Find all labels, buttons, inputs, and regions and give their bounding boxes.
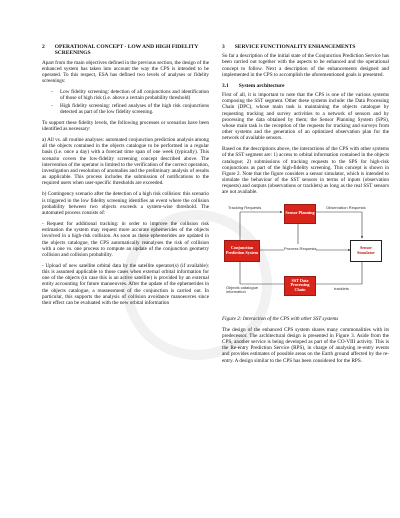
list-item: - High fidelity screening: refined analyses of the high risk conjunctions detected as part of the low fidelity screening. xyxy=(60,103,209,115)
sensor-simulator-box: Sensor Simulator xyxy=(350,240,382,262)
fidelity-list xyxy=(42,89,209,115)
paragraph: To support these fidelity levels, the following processes or scenarios have been identified as necessary: xyxy=(42,119,209,132)
paragraph: So far a description of the initial state of the Conjunction Prediction Service has been carried out together with the aspects to be enhanced and the operational concept to follow. Next a description of the enhancements designed and implemented in the CPS to accomplish the aforementioned goals is presented. xyxy=(222,53,389,78)
sst-dpc-box: SST Data Processing Chain xyxy=(284,276,316,296)
observation-requests-label: Observation Requests xyxy=(326,204,366,210)
left-column xyxy=(42,44,209,311)
tracklets-label: tracklets xyxy=(334,285,349,291)
tracking-requests-label: Tracking Requests xyxy=(228,204,262,210)
sensor-planning-box: Sensor Planning xyxy=(284,204,316,224)
figure-2-diagram xyxy=(222,202,389,314)
section-2-heading: 2 OPERATIONAL CONCEPT - LOW AND HIGH FIDELITY SCREENINGS xyxy=(42,44,199,57)
process-requests-label: Process Requests xyxy=(284,245,317,251)
paragraph: - Upload of new satellite orbital data by the satellite operator(s) (if available): this is assumed applicable to those cases when external orbital information for one of the objects (in case this is an active satellite) is provided by an external entity accounting for future manoeuvres. After the update of the ephemerides in the objects catalogue, a reassessment of the conjunction is carried out. In particular, this supports the analysis of collision avoidance manoeuvres since their effect can be evaluated with the new orbital information xyxy=(42,262,209,306)
paragraph: Based on the descriptions above, the interactions of the CPS with other systems of the SST segment are: 1) access to orbital information contained in the objects catalogue; 2) submissions of tracking requests to the SPS for high-risk conjunctions as part of the high-fidelity screening. This concept is shown in Figure 2. Note that the figure considers a sensor simulator, which is intended to simulate the behaviour of the SST sensors in terms of inputs (observation requests) and outputs (observations or tracklets) as long as the real SST sensors are not available. xyxy=(222,146,389,196)
subsection-heading: 3.1 System architecture xyxy=(222,82,285,89)
list-item: - Low fidelity screening: detection of all conjunctions and identification of those of high risk (i.e. above a certain probability threshold) xyxy=(60,89,209,101)
cps-box: Conjunction Prediction System xyxy=(224,240,260,262)
section-3-heading: 3 SERVICE FUNCTIONALITY ENHANCEMENTS xyxy=(222,44,356,50)
paragraph: b) Contingency scenario after the detection of a high risk collision: this scenario is triggered in the low fidelity screening identifies an event where the collision probability between two objects exceeds a system-wise threshold. The automated process consists of: xyxy=(42,191,209,216)
right-column xyxy=(222,44,389,369)
paragraph: a) All vs. all routine analyses: automated conjunction prediction analysis among all the objects contained in the objects catalogue to be performed in a regular basis (i.e. once a day) with a forecast time span of one week (typically). This scenario covers the low-fidelity screening concept described above. The intervention of the operator is limited to the verification of the correct operation, investigation and resolution of anomalies and the preliminary analysis of results as applicable. This process includes the submission of notifications to the required users when user-specific thresholds are exceeded. xyxy=(42,137,209,187)
figure-2-caption: Figure 2: Interaction of the CPS with other SST systems xyxy=(222,315,339,322)
paragraph: First of all, it is important to note that the CPS is one of the various systems composing the SST segment. Other these systems include: the Data Processing Chain (DPC), whose main task is maintaining the objects catalogue by requesting tracking and survey activities to a network of sensors and by processing the data obtained by them; the Sensor Planning System (SPS), whose main task is the reception of the requests for tracking and surveys from other systems and the generation of an optimized observation plan for the network of available sensors. xyxy=(222,92,389,142)
paragraph: Apart from the main objectives defined in the previous section, the design of the enhanced system has taken into account the way the CPS is intended to be operated. To this respect, ESA has defined two levels of analyses or fidelity screenings: xyxy=(42,59,209,85)
catalogue-info-label: Objects catalogue information xyxy=(226,284,259,294)
paragraph: - Request for additional tracking: in order to improve the collision risk estimation the system may request more accurate ephemerides of the objects involved in a high-risk collision. As soon as these ephemerides are updated in the objects catalogue, the CPS automatically reanalyses the risk of collision with a one vs. one process to compute an update of the conjunction geometry collision and collision probability. xyxy=(42,221,209,258)
paragraph: The design of the enhanced CPS system shares many commonalities with its predecessor. The architectural design is presented in Figure 3. Aside from the CPS, another service is being developed as part of the CO-VIII activity. This is the Re-entry Prediction Service (RPS), in charge of analysing re-entry events and provides estimates of possible areas on the Earth ground affected by the re-entry. A design similar to the CPS has been considered for the RPS. xyxy=(222,326,389,364)
